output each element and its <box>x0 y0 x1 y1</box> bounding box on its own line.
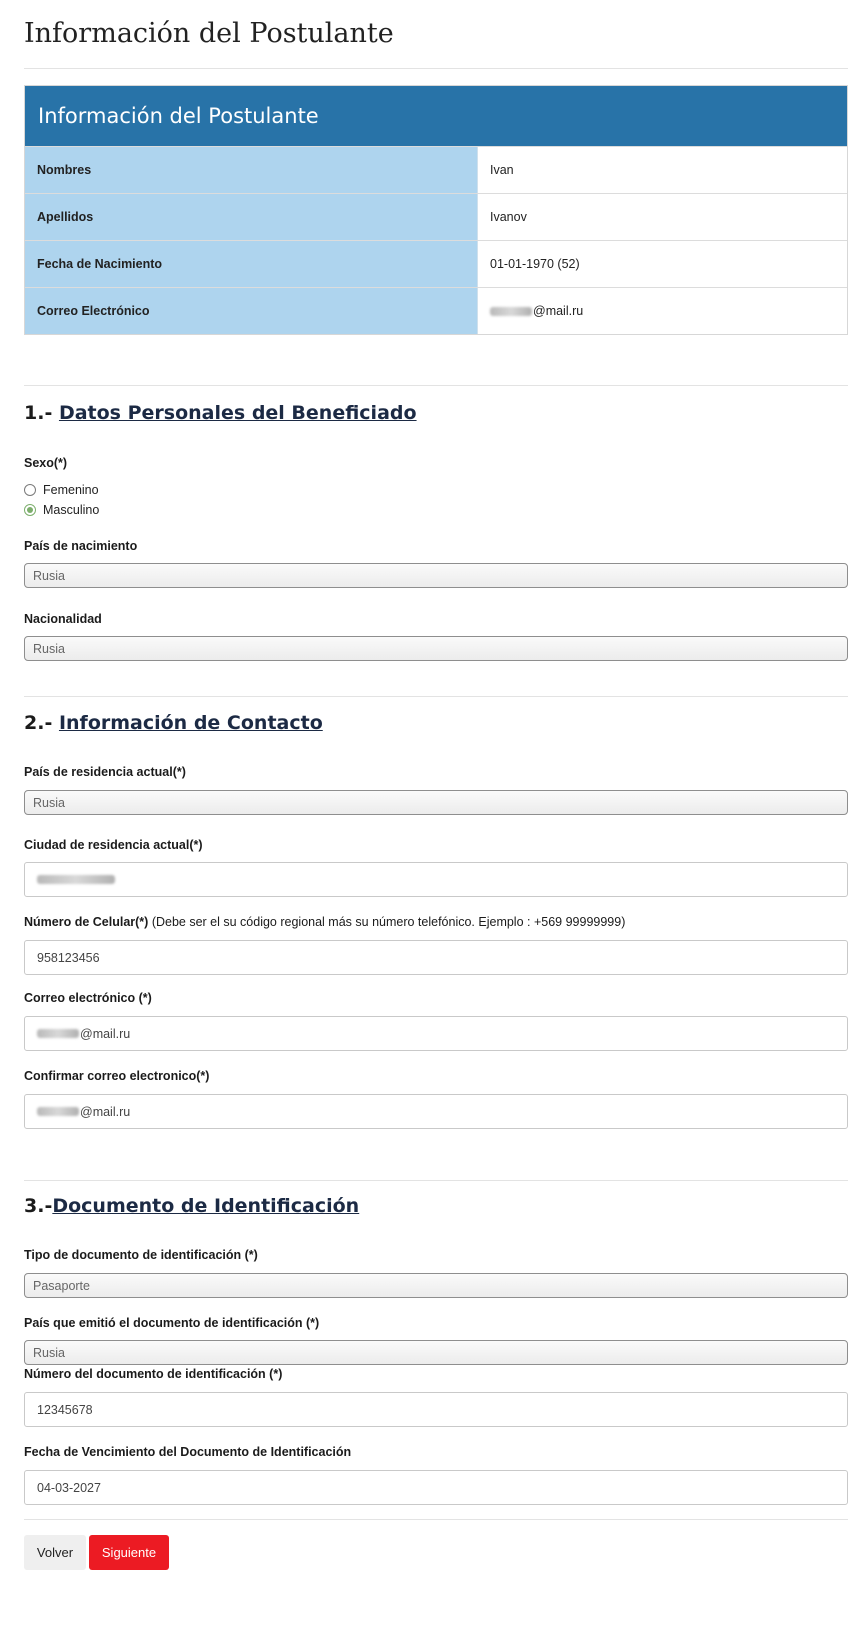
doc-type-label: Tipo de documento de identificación (*) <box>24 1248 258 1262</box>
back-button[interactable]: Volver <box>24 1535 86 1570</box>
applicant-info-table <box>24 85 848 335</box>
doc-expiry-label: Fecha de Vencimiento del Documento de Identificación <box>24 1445 352 1459</box>
table-row <box>25 193 847 240</box>
radio-label: Masculino <box>43 503 100 517</box>
phone-hint: (Debe ser el su código regional más su número telefónico. Ejemplo : +569 99999999) <box>148 915 626 929</box>
row-label: Correo Electrónico <box>25 288 478 334</box>
nationality-select[interactable]: Rusia <box>24 636 848 661</box>
redacted-text <box>37 1107 79 1116</box>
email-confirm-input[interactable] <box>24 1094 848 1129</box>
sex-label: Sexo(*) <box>24 456 68 470</box>
redacted-text <box>490 307 532 316</box>
next-button[interactable]: Siguiente <box>89 1535 169 1570</box>
doc-country-select[interactable]: Rusia <box>24 1340 848 1365</box>
doc-number-input[interactable]: 12345678 <box>24 1392 848 1427</box>
table-row <box>25 287 847 334</box>
doc-country-label: País que emitió el documento de identificación (*) <box>24 1316 320 1330</box>
row-value: Ivanov <box>478 194 847 240</box>
doc-number-label: Número del documento de identificación (*) <box>24 1367 283 1381</box>
row-value: Ivan <box>478 147 847 193</box>
row-label: Apellidos <box>25 194 478 240</box>
email-confirm-value: @mail.ru <box>80 1104 131 1119</box>
redacted-text <box>37 1029 79 1038</box>
section-title-personal <box>24 402 417 424</box>
residence-country-label: País de residencia actual(*) <box>24 765 186 779</box>
phone-input[interactable]: 958123456 <box>24 940 848 975</box>
redacted-text <box>37 875 115 884</box>
divider <box>24 68 848 69</box>
section-title-identification <box>24 1195 359 1217</box>
email-label: Correo electrónico (*) <box>24 991 152 1005</box>
email-domain: @mail.ru <box>533 304 584 318</box>
row-label: Nombres <box>25 147 478 193</box>
section-number: 2.- <box>24 712 59 734</box>
residence-city-input[interactable] <box>24 862 848 897</box>
page-container <box>24 0 848 1635</box>
divider <box>24 696 848 697</box>
radio-button[interactable] <box>24 484 36 496</box>
section-number: 1.- <box>24 402 59 424</box>
table-row <box>25 146 847 193</box>
section-title-text: Información de Contacto <box>58 712 323 734</box>
email-input[interactable] <box>24 1016 848 1051</box>
page-title: Información del Postulante <box>24 18 394 49</box>
birth-country-select[interactable]: Rusia <box>24 563 848 588</box>
table-row <box>25 240 847 287</box>
section-title-contact <box>24 712 323 734</box>
radio-option-masculino[interactable] <box>24 503 99 517</box>
section-number: 3.- <box>24 1195 53 1217</box>
applicant-form <box>24 335 848 1635</box>
radio-button-selected[interactable] <box>24 504 36 516</box>
section-title-text: Datos Personales del Beneficiado <box>58 402 417 424</box>
radio-label: Femenino <box>43 483 99 497</box>
phone-label <box>24 915 625 929</box>
section-title-text: Documento de Identificación <box>52 1195 360 1217</box>
divider <box>24 1519 848 1520</box>
birth-country-label: País de nacimiento <box>24 539 138 553</box>
residence-country-select[interactable]: Rusia <box>24 790 848 815</box>
email-value: @mail.ru <box>80 1026 131 1041</box>
row-label: Fecha de Nacimiento <box>25 241 478 287</box>
doc-expiry-input[interactable]: 04-03-2027 <box>24 1470 848 1505</box>
divider <box>24 1180 848 1181</box>
email-confirm-label: Confirmar correo electronico(*) <box>24 1069 210 1083</box>
row-value: 01-01-1970 (52) <box>478 241 847 287</box>
phone-label-text: Número de Celular(*) <box>24 915 149 929</box>
doc-type-select[interactable]: Pasaporte <box>24 1273 848 1298</box>
divider <box>24 385 848 386</box>
radio-option-femenino[interactable] <box>24 483 99 497</box>
nationality-label: Nacionalidad <box>24 612 102 626</box>
applicant-info-heading: Información del Postulante <box>25 86 847 146</box>
residence-city-label: Ciudad de residencia actual(*) <box>24 838 203 852</box>
row-value <box>478 288 847 334</box>
